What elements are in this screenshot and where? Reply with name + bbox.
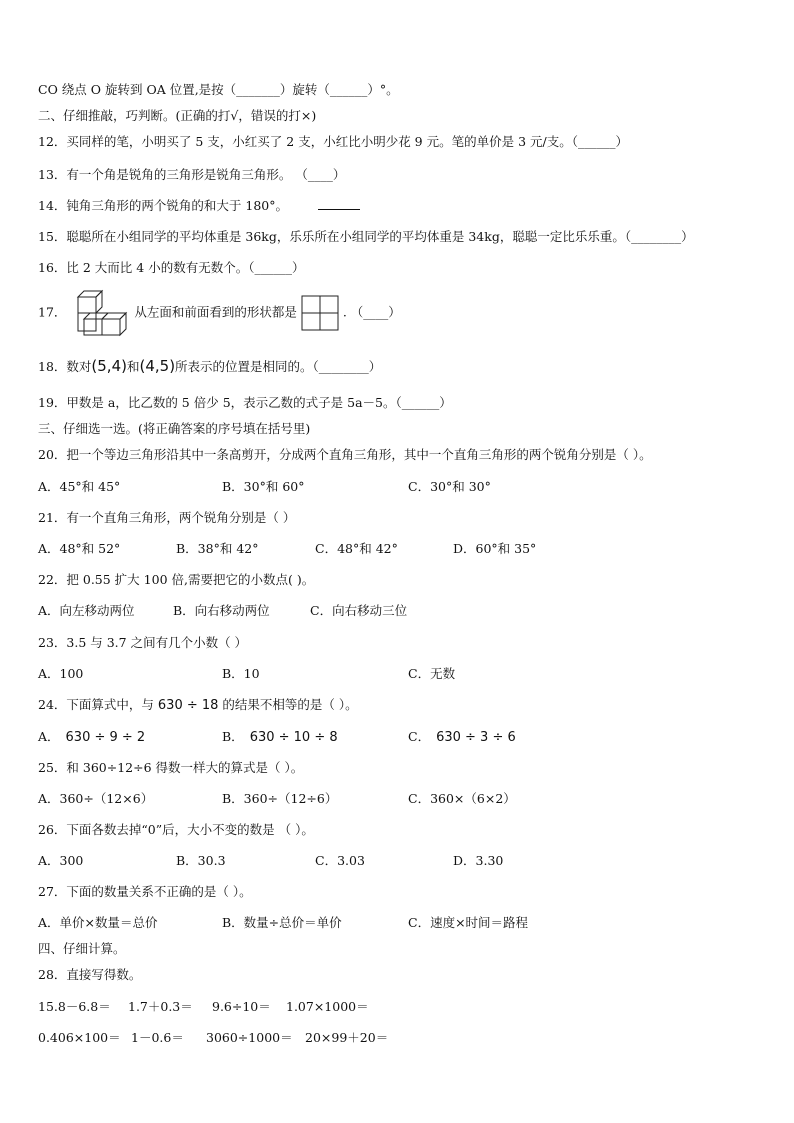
option-label: A．: [38, 729, 60, 744]
question-text: 从左面和前面看到的形状都是: [134, 304, 297, 320]
math-expression: 630 ÷ 10 ÷ 8: [249, 730, 338, 745]
question-text: 26．下面各数去掉“0”后，大小不变的数是 （ ）。: [38, 822, 314, 837]
q26-option-b[interactable]: B．30.3: [176, 853, 226, 868]
question-13: [38, 167, 345, 183]
answer-blank[interactable]: [318, 198, 360, 210]
question-text: 24．下面算式中，与: [38, 697, 154, 712]
q25-option-b[interactable]: B．360÷（12÷6）: [222, 791, 338, 806]
question-text: 28．直接写得数。: [38, 967, 142, 982]
question-text: 12．买同样的笔，小明买了 5 支，小红买了 2 支，小红比小明少花 9 元。笔的单价是 3 元/支。（______）: [38, 134, 628, 149]
question-21: [38, 510, 295, 526]
q27-option-c[interactable]: C．速度×时间＝路程: [408, 915, 529, 930]
question-22: [38, 572, 314, 588]
q26-option-c[interactable]: C．3.03: [315, 853, 365, 868]
ordered-pair-a: (5,4): [91, 357, 127, 375]
calc-item: 9.6÷10＝: [212, 999, 271, 1014]
question-25: [38, 760, 303, 776]
question-14: [38, 198, 360, 214]
q27-option-a[interactable]: A．单价×数量＝总价: [38, 915, 158, 930]
question-text: 14．钝角三角形的两个锐角的和大于 180°。: [38, 198, 288, 213]
q21-option-c[interactable]: C．48°和 42°: [315, 541, 398, 556]
question-16: [38, 260, 304, 276]
calc-item: 20×99＋20＝: [305, 1030, 389, 1045]
q27-option-b[interactable]: B．数量÷总价＝单价: [222, 915, 342, 930]
q22-option-c[interactable]: C．向右移动三位: [310, 603, 408, 618]
q23-option-c[interactable]: C．无数: [408, 666, 456, 681]
q21-option-a[interactable]: A．48°和 52°: [38, 541, 121, 556]
question-text: 25．和 360÷12÷6 得数一样大的算式是（ ）。: [38, 760, 304, 775]
question-number: 17．: [38, 304, 67, 320]
q24-option-a[interactable]: [38, 729, 145, 746]
q20-option-a[interactable]: A．45°和 45°: [38, 479, 121, 494]
q24-option-b[interactable]: [222, 729, 338, 746]
question-text: 21．有一个直角三角形，两个锐角分别是（ ）: [38, 510, 296, 525]
option-label: C．: [408, 729, 431, 744]
option-label: B．: [222, 729, 244, 744]
section-title: 二、仔细推敲，巧判断。(正确的打√，错误的打×): [38, 108, 317, 123]
calc-item: 1.07×1000＝: [286, 999, 369, 1014]
question-26: [38, 822, 314, 838]
question-text: 所表示的位置是相同的。（________）: [175, 359, 382, 374]
q23-option-b[interactable]: B．10: [222, 666, 260, 681]
cubes-figure: [70, 289, 130, 337]
question-text: 27．下面的数量关系不正确的是（ ）。: [38, 884, 252, 899]
q25-option-c[interactable]: C．360×（6×2）: [408, 791, 516, 806]
question-text: 和: [126, 359, 140, 374]
question-23: [38, 635, 247, 651]
q21-option-d[interactable]: D．60°和 35°: [453, 541, 537, 556]
question-text: 22．把 0.55 扩大 100 倍,需要把它的小数点( )。: [38, 572, 315, 587]
question-number: 18．数对: [38, 359, 92, 374]
question-text: 19．甲数是 a，比乙数的 5 倍少 5，表示乙数的式子是 5a－5。（______）: [38, 395, 452, 410]
q24-option-c[interactable]: [408, 729, 516, 746]
q26-option-a[interactable]: A．300: [38, 853, 84, 868]
question-12: [38, 134, 628, 150]
q22-option-b[interactable]: B．向右移动两位: [173, 603, 270, 618]
ordered-pair-b: (4,5): [139, 357, 176, 375]
calc-item: 3060÷1000＝: [206, 1030, 293, 1045]
calc-item: 1－0.6＝: [131, 1030, 184, 1045]
q20-option-b[interactable]: B．30°和 60°: [222, 479, 305, 494]
question-15: [38, 229, 694, 245]
q21-option-b[interactable]: B．38°和 42°: [176, 541, 259, 556]
question-tail: . （____）: [342, 304, 401, 320]
question-text: CO 绕点 O 旋转到 OA 位置,是按（_______）旋转（______）°。: [38, 82, 399, 97]
calc-item: 1.7＋0.3＝: [128, 999, 193, 1014]
q26-option-d[interactable]: D．3.30: [453, 853, 504, 868]
question-text: 16．比 2 大而比 4 小的数有无数个。（______）: [38, 260, 305, 275]
question-24: [38, 697, 358, 714]
question-20: [38, 447, 652, 463]
section-title: 三、仔细选一选。(将正确答案的序号填在括号里): [38, 421, 311, 436]
math-expression: 630 ÷ 18: [157, 698, 219, 713]
q22-option-a[interactable]: A．向左移动两位: [38, 603, 135, 618]
question-text: 15．聪聪所在小组同学的平均体重是 36kg，乐乐所在小组同学的平均体重是 34kg，聪聪一定比乐乐重。（________）: [38, 229, 694, 244]
question-28: [38, 967, 141, 983]
question-text: 20．把一个等边三角形沿其中一条高剪开，分成两个直角三角形，其中一个直角三角形的两个锐角分别是（ ）。: [38, 447, 652, 462]
question-text: 23．3.5 与 3.7 之间有几个小数（ ）: [38, 635, 248, 650]
section-3-heading: [38, 421, 310, 437]
question-text: 13．有一个角是锐角的三角形是锐角三角形。 （____）: [38, 167, 346, 182]
question-27: [38, 884, 252, 900]
q23-option-a[interactable]: A．100: [38, 666, 84, 681]
q20-option-c[interactable]: C．30°和 30°: [408, 479, 491, 494]
question-text: 的结果不相等的是（ ）。: [222, 697, 358, 712]
math-expression: 630 ÷ 9 ÷ 2: [65, 730, 146, 745]
view-shape-figure: [301, 295, 339, 331]
section-2-heading: [38, 108, 316, 124]
question-19: [38, 395, 452, 411]
question-18: [38, 358, 381, 375]
calc-item: 0.406×100＝: [38, 1030, 121, 1045]
section-4-heading: [38, 941, 126, 957]
line-q-top: [38, 82, 399, 98]
question-17: [38, 286, 401, 339]
calc-item: 15.8－6.8＝: [38, 999, 111, 1014]
section-title: 四、仔细计算。: [38, 941, 126, 956]
math-expression: 630 ÷ 3 ÷ 6: [436, 730, 516, 745]
q25-option-a[interactable]: A．360÷（12×6）: [38, 791, 154, 806]
